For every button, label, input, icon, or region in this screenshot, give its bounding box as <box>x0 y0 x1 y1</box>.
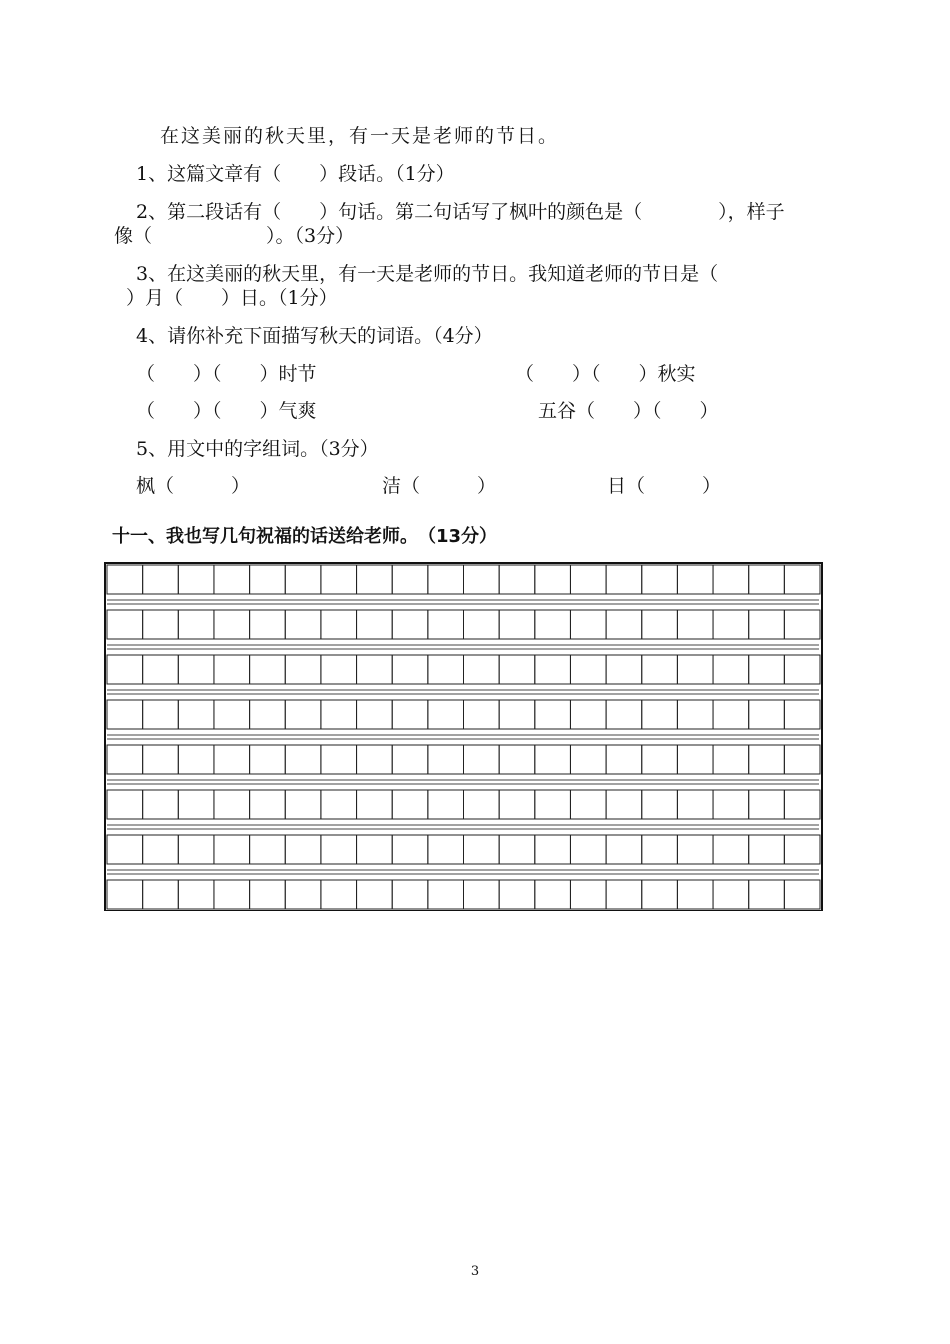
grid-cell <box>107 700 143 729</box>
grid-cell <box>428 745 464 774</box>
grid-cell <box>250 700 286 729</box>
writing-grid <box>104 561 824 911</box>
grid-cell <box>535 610 571 639</box>
grid-cell <box>713 790 749 819</box>
grid-cell <box>392 700 428 729</box>
grid-cell <box>214 610 250 639</box>
grid-cell <box>713 700 749 729</box>
grid-cell <box>606 835 642 864</box>
grid-cell <box>428 700 464 729</box>
grid-cell <box>428 790 464 819</box>
grid-cell <box>285 700 321 729</box>
grid-cell <box>357 835 393 864</box>
grid-cell <box>143 880 179 909</box>
grid-cell <box>178 610 214 639</box>
grid-cell <box>677 745 713 774</box>
grid-cell <box>250 655 286 684</box>
grid-cell <box>642 790 678 819</box>
question-3-line-2: ）月（ ）日。（1分） <box>126 287 338 309</box>
grid-cell <box>784 745 820 774</box>
grid-cell <box>535 700 571 729</box>
grid-cell <box>143 610 179 639</box>
grid-cell <box>285 880 321 909</box>
grid-cell <box>499 790 535 819</box>
grid-cell <box>464 565 500 594</box>
grid-cell <box>178 745 214 774</box>
grid-cell <box>178 880 214 909</box>
grid-cell <box>570 655 606 684</box>
grid-cell <box>392 790 428 819</box>
grid-cell <box>321 565 357 594</box>
grid-cell <box>570 610 606 639</box>
grid-cell <box>642 655 678 684</box>
grid-cell <box>749 835 785 864</box>
grid-cell <box>321 610 357 639</box>
grid-cell <box>642 745 678 774</box>
grid-cell <box>250 610 286 639</box>
grid-cell <box>677 565 713 594</box>
grid-cell <box>464 880 500 909</box>
grid-cell <box>713 880 749 909</box>
grid-cell <box>535 835 571 864</box>
grid-cell <box>713 655 749 684</box>
grid-cell <box>285 610 321 639</box>
grid-cell <box>464 610 500 639</box>
page-number: 3 <box>470 1264 480 1279</box>
grid-cell <box>143 745 179 774</box>
grid-cell <box>784 700 820 729</box>
grid-cell <box>749 880 785 909</box>
grid-cell <box>677 835 713 864</box>
grid-cell <box>214 880 250 909</box>
grid-cell <box>499 745 535 774</box>
grid-cell <box>250 880 286 909</box>
grid-cell <box>606 880 642 909</box>
grid-cell <box>357 790 393 819</box>
grid-cell <box>392 610 428 639</box>
grid-cell <box>143 790 179 819</box>
grid-cell <box>143 565 179 594</box>
grid-cell <box>570 700 606 729</box>
grid-cell <box>285 745 321 774</box>
grid-cell <box>357 880 393 909</box>
grid-cell <box>107 790 143 819</box>
grid-cell <box>107 880 143 909</box>
grid-cell <box>321 745 357 774</box>
grid-cell <box>749 790 785 819</box>
grid-cell <box>428 655 464 684</box>
grid-cell <box>178 835 214 864</box>
grid-cell <box>749 745 785 774</box>
grid-cell <box>107 655 143 684</box>
grid-cell <box>713 610 749 639</box>
grid-cell <box>285 565 321 594</box>
grid-cell <box>464 700 500 729</box>
grid-cell <box>749 565 785 594</box>
grid-cell <box>713 745 749 774</box>
grid-cell <box>214 745 250 774</box>
grid-cell <box>428 880 464 909</box>
grid-cell <box>214 700 250 729</box>
grid-cell <box>677 790 713 819</box>
grid-cell <box>642 880 678 909</box>
grid-cell <box>535 745 571 774</box>
grid-cell <box>357 655 393 684</box>
grid-cell <box>713 835 749 864</box>
grid-cell <box>677 610 713 639</box>
q4-blank-wugu: 五谷（ ）（ ） <box>538 400 719 422</box>
grid-cell <box>606 655 642 684</box>
grid-cell <box>784 790 820 819</box>
grid-cell <box>250 790 286 819</box>
grid-cell <box>642 700 678 729</box>
q5-word-feng: 枫（ ） <box>136 475 251 497</box>
grid-cell <box>321 700 357 729</box>
grid-cell <box>499 880 535 909</box>
grid-cell <box>642 610 678 639</box>
passage-sentence: 在这美丽的秋天里，有一天是老师的节日。 <box>160 125 560 147</box>
q4-blank-qishuang: （ ）（ ）气爽 <box>136 400 317 422</box>
question-4: 4、请你补充下面描写秋天的词语。（4分） <box>136 325 493 347</box>
grid-cell <box>642 565 678 594</box>
grid-cell <box>143 835 179 864</box>
grid-cell <box>428 610 464 639</box>
grid-cell <box>642 835 678 864</box>
grid-cell <box>606 790 642 819</box>
grid-cell <box>499 610 535 639</box>
grid-cell <box>321 655 357 684</box>
grid-cell <box>250 565 286 594</box>
grid-cell <box>107 745 143 774</box>
grid-cell <box>285 655 321 684</box>
grid-cell <box>143 655 179 684</box>
q5-word-jie: 洁（ ） <box>382 475 497 497</box>
grid-cell <box>606 565 642 594</box>
grid-cell <box>357 565 393 594</box>
grid-cell <box>749 610 785 639</box>
grid-cell <box>570 745 606 774</box>
q4-blank-qiushi: （ ）（ ）秋实 <box>515 363 696 385</box>
grid-cell <box>677 655 713 684</box>
grid-cell <box>784 610 820 639</box>
grid-cell <box>570 790 606 819</box>
grid-cell <box>321 835 357 864</box>
grid-cell <box>357 700 393 729</box>
question-2-line-2: 像（ ）。（3分） <box>114 225 355 247</box>
grid-cell <box>428 835 464 864</box>
grid-cell <box>214 565 250 594</box>
grid-cell <box>535 880 571 909</box>
grid-cell <box>107 835 143 864</box>
grid-cell <box>214 790 250 819</box>
grid-cell <box>392 835 428 864</box>
grid-cell <box>143 700 179 729</box>
grid-cell <box>499 655 535 684</box>
grid-cell <box>285 790 321 819</box>
grid-cell <box>250 835 286 864</box>
grid-cell <box>606 745 642 774</box>
grid-cell <box>392 565 428 594</box>
grid-cell <box>107 565 143 594</box>
grid-cell <box>392 880 428 909</box>
grid-cell <box>535 790 571 819</box>
grid-cell <box>784 655 820 684</box>
grid-cell <box>606 700 642 729</box>
question-5: 5、用文中的字组词。（3分） <box>136 438 379 460</box>
grid-cell <box>321 880 357 909</box>
grid-cell <box>499 700 535 729</box>
grid-cell <box>749 655 785 684</box>
grid-cell <box>178 655 214 684</box>
question-1: 1、这篇文章有（ ）段话。（1分） <box>136 163 455 185</box>
grid-cell <box>214 835 250 864</box>
grid-cell <box>178 565 214 594</box>
question-2-line-1: 2、第二段话有（ ）句话。第二句话写了枫叶的颜色是（ ），样子 <box>136 201 785 223</box>
grid-cell <box>570 880 606 909</box>
grid-cell <box>285 835 321 864</box>
grid-cell <box>464 655 500 684</box>
grid-cell <box>499 835 535 864</box>
grid-cell <box>570 565 606 594</box>
grid-cell <box>357 745 393 774</box>
grid-cell <box>784 565 820 594</box>
q4-blank-shijie: （ ）（ ）时节 <box>136 363 317 385</box>
grid-cell <box>606 610 642 639</box>
grid-cell <box>677 880 713 909</box>
grid-cell <box>464 790 500 819</box>
grid-cell <box>749 700 785 729</box>
grid-cell <box>178 790 214 819</box>
grid-cell <box>535 655 571 684</box>
grid-cell <box>392 745 428 774</box>
grid-cell <box>107 610 143 639</box>
grid-cell <box>321 790 357 819</box>
q5-word-ri: 日（ ） <box>607 475 722 497</box>
grid-cell <box>428 565 464 594</box>
section-eleven-title: 十一、我也写几句祝福的话送给老师。 （13分） <box>112 526 498 547</box>
grid-cell <box>713 565 749 594</box>
grid-cell <box>464 745 500 774</box>
question-3-line-1: 3、在这美丽的秋天里，有一天是老师的节日。我知道老师的节日是（ <box>136 263 719 285</box>
grid-cell <box>250 745 286 774</box>
grid-cell <box>570 835 606 864</box>
grid-cell <box>784 880 820 909</box>
grid-cell <box>178 700 214 729</box>
grid-cell <box>392 655 428 684</box>
grid-cell <box>357 610 393 639</box>
grid-cell <box>535 565 571 594</box>
grid-cell <box>214 655 250 684</box>
grid-cell <box>464 835 500 864</box>
grid-cell <box>677 700 713 729</box>
grid-cell <box>499 565 535 594</box>
grid-cell <box>784 835 820 864</box>
